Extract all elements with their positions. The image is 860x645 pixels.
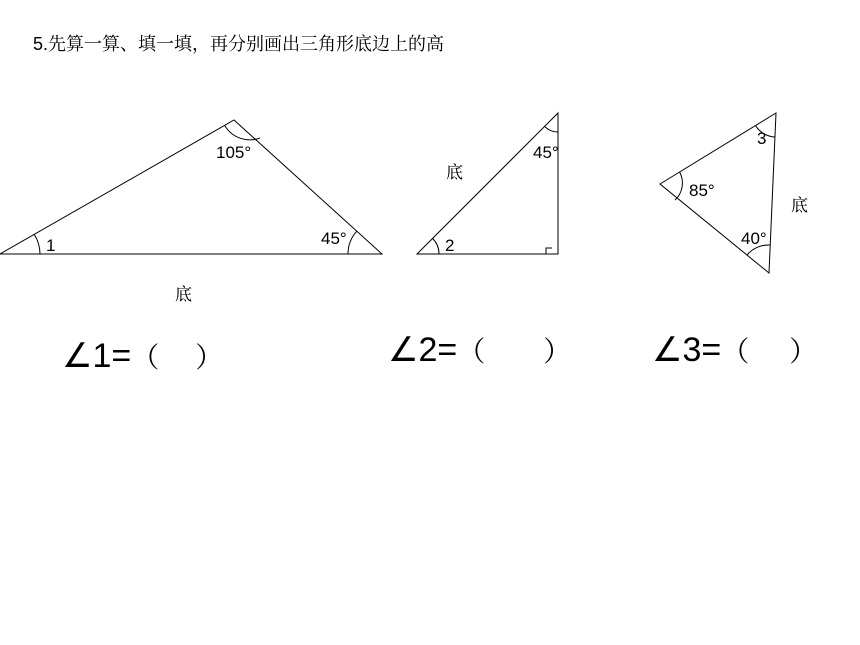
answer-1-label: ∠1= (62, 337, 132, 375)
answer-1 (62, 336, 223, 376)
triangle-1-right-angle: 45° (321, 229, 347, 248)
triangle-1-right-arc (348, 231, 357, 254)
triangle-3-bottom-angle: 40° (741, 229, 767, 248)
triangle-2-outline (417, 113, 558, 254)
triangle-2-right-angle-mark (546, 248, 552, 254)
triangle-3-angle-3-label: 3 (757, 129, 767, 148)
answer-2-open-paren: （ (457, 335, 486, 368)
triangle-2-top-arc (545, 126, 558, 132)
triangle-2 (417, 113, 558, 254)
answer-2-label: ∠2= (388, 331, 458, 369)
answer-3-open-paren: （ (721, 335, 750, 368)
question-title: 5.先算一算、填一填，再分别画出三角形底边上的高 (33, 34, 445, 54)
triangle-3-side-label: 底 (791, 196, 808, 216)
answer-2 (388, 330, 571, 370)
answer-3 (652, 330, 817, 370)
triangle-2-side-label: 底 (446, 163, 463, 183)
triangle-3-left-arc (675, 172, 682, 200)
answer-1-open-paren: （ (131, 341, 160, 374)
triangle-2-angle-2-label: 2 (445, 236, 455, 255)
triangle-2-left-arc (433, 238, 439, 254)
triangle-1-angle-1-label: 1 (46, 236, 56, 255)
answer-2-close-paren: ） (543, 335, 572, 368)
answer-3-label: ∠3= (652, 331, 722, 369)
triangle-2-top-angle: 45° (533, 143, 559, 162)
triangle-1-base-label: 底 (175, 285, 192, 305)
answer-3-close-paren: ） (789, 335, 818, 368)
triangle-1-angle-1-arc (34, 235, 40, 255)
answer-1-close-paren: ） (195, 341, 224, 374)
triangle-1-top-angle: 105° (216, 143, 252, 162)
triangle-3-left-angle: 85° (689, 181, 715, 200)
